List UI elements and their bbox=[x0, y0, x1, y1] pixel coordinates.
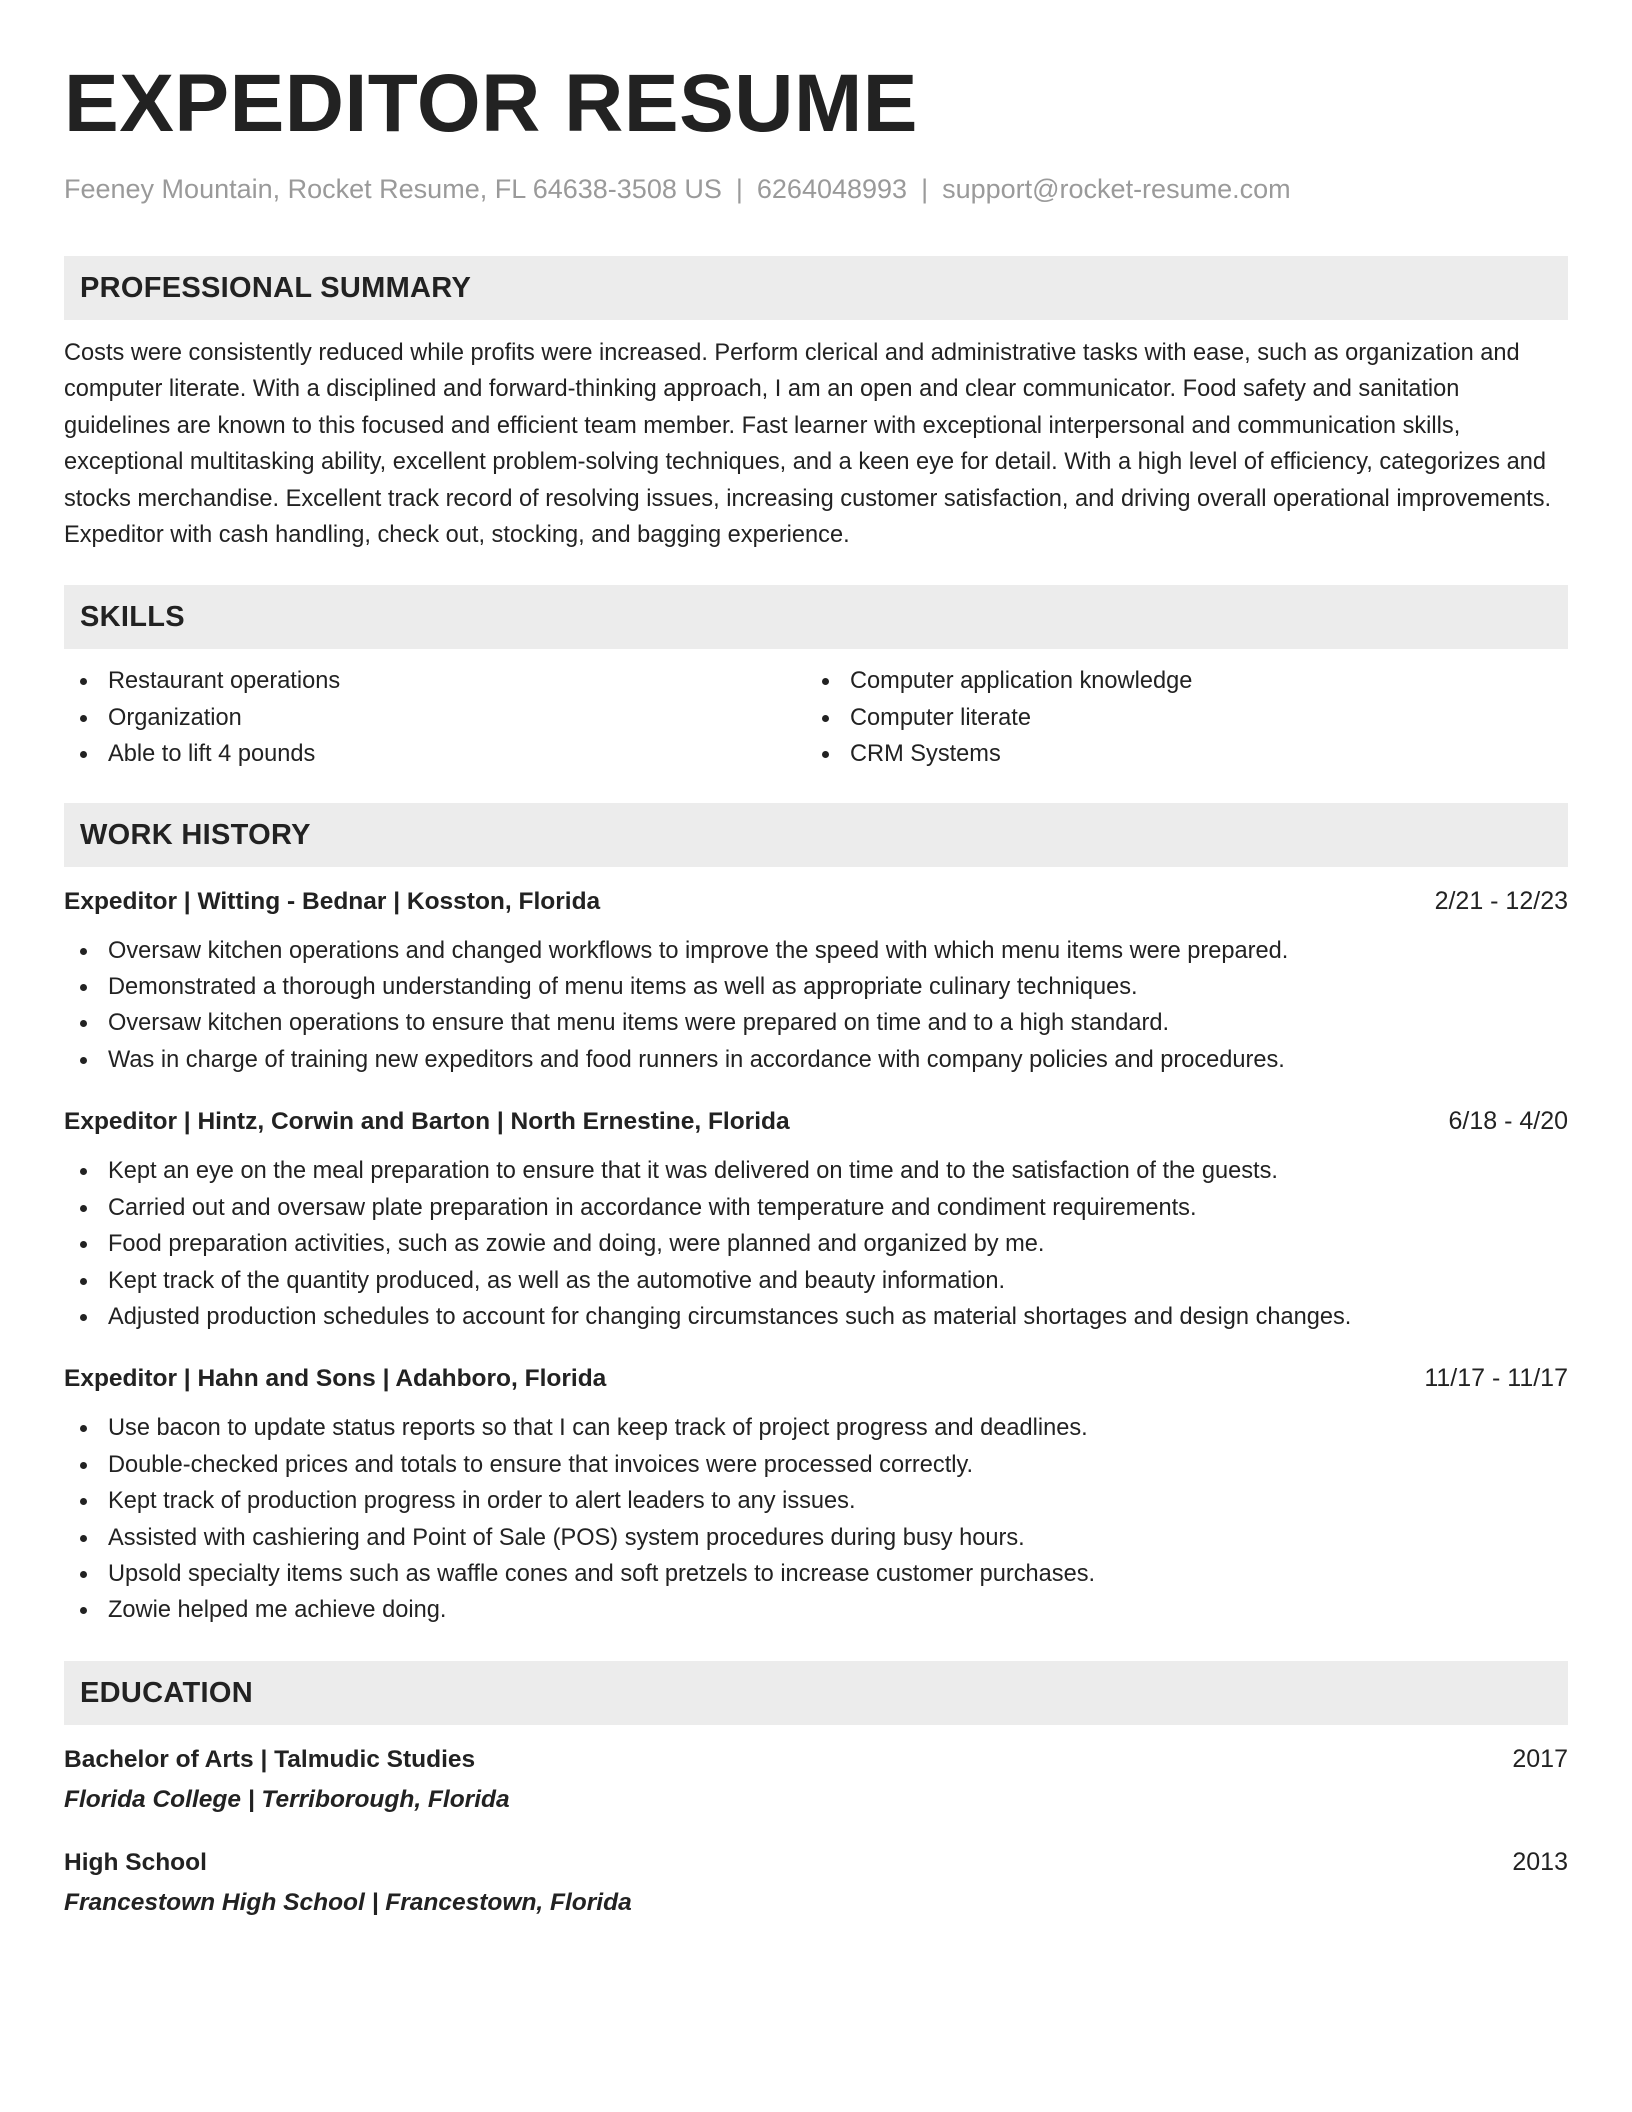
job-entry bbox=[64, 884, 1568, 1079]
skills-column-left bbox=[64, 663, 806, 772]
education-degree: High School bbox=[64, 1848, 207, 1876]
job-bullet: Zowie helped me achieve doing. bbox=[64, 1592, 1568, 1628]
job-bullets bbox=[64, 1410, 1568, 1628]
contact-separator: | bbox=[735, 174, 743, 204]
job-bullet: Use bacon to update status reports so that I can keep track of project progress and deadlines. bbox=[64, 1410, 1568, 1446]
resume-name: EXPEDITOR RESUME bbox=[64, 58, 918, 149]
job-bullet: Oversaw kitchen operations to ensure that menu items were prepared on time and to a high standard. bbox=[64, 1005, 1568, 1041]
education-header bbox=[64, 1845, 1568, 1880]
job-bullet: Assisted with cashiering and Point of Sale (POS) system procedures during busy hours. bbox=[64, 1520, 1568, 1556]
contact-email: support@rocket-resume.com bbox=[942, 174, 1291, 204]
job-dates: 2/21 - 12/23 bbox=[1434, 886, 1568, 915]
contact-address: Feeney Mountain, Rocket Resume, FL 64638-3508 US bbox=[64, 174, 722, 204]
job-entry bbox=[64, 1361, 1568, 1628]
job-entry bbox=[64, 1104, 1568, 1335]
job-bullet: Food preparation activities, such as zowie and doing, were planned and organized by me. bbox=[64, 1226, 1568, 1262]
job-bullet: Carried out and oversaw plate preparation in accordance with temperature and condiment requirements. bbox=[64, 1190, 1568, 1226]
education-entry bbox=[64, 1845, 1568, 1920]
job-bullet: Double-checked prices and totals to ensure that invoices were processed correctly. bbox=[64, 1447, 1568, 1483]
section-header-work-history: WORK HISTORY bbox=[64, 803, 1568, 867]
job-title: Expeditor | Hahn and Sons | Adahboro, Florida bbox=[64, 1365, 607, 1393]
contact-phone: 6264048993 bbox=[756, 174, 908, 204]
contact-line bbox=[64, 172, 1568, 206]
education-degree: Bachelor of Arts | Talmudic Studies bbox=[64, 1745, 476, 1773]
job-header bbox=[64, 884, 1568, 919]
skill-item: Able to lift 4 pounds bbox=[64, 736, 806, 772]
job-dates: 11/17 - 11/17 bbox=[1424, 1364, 1568, 1393]
job-bullet: Upsold specialty items such as waffle cones and soft pretzels to increase customer purchases. bbox=[64, 1556, 1568, 1592]
education-school: Francestown High School | Francestown, Florida bbox=[64, 1888, 632, 1916]
section-header-education: EDUCATION bbox=[64, 1661, 1568, 1725]
job-title: Expeditor | Witting - Bednar | Kosston, Florida bbox=[64, 887, 601, 915]
skills-column-right bbox=[806, 663, 1548, 772]
contact-separator: | bbox=[921, 174, 929, 204]
summary-text: Costs were consistently reduced while profits were increased. Perform clerical and administrative tasks with ease, such as organization and computer literate. With a disciplined and forward-thinking approach, I am an open and clear communicator. Food safety and sanitation guidelines are known to this focused and efficient team member. Fast learner with exceptional interpersonal and communication skills, exceptional multitasking ability, excellent problem-solving techniques, and a keen eye for detail. With a high level of efficiency, categorizes and stocks merchandise. Excellent track record of resolving issues, increasing customer satisfaction, and driving overall operational improvements. Expeditor with cash handling, check out, stocking, and bagging experience. bbox=[64, 340, 1552, 549]
education-header bbox=[64, 1742, 1568, 1777]
skill-item: Organization bbox=[64, 700, 806, 736]
job-bullet: Kept track of the quantity produced, as well as the automotive and beauty information. bbox=[64, 1263, 1568, 1299]
job-bullet: Kept track of production progress in order to alert leaders to any issues. bbox=[64, 1483, 1568, 1519]
section-header-summary: PROFESSIONAL SUMMARY bbox=[64, 256, 1568, 320]
job-bullet: Was in charge of training new expeditors and food runners in accordance with company policies and procedures. bbox=[64, 1042, 1568, 1078]
job-bullet: Demonstrated a thorough understanding of menu items as well as appropriate culinary techniques. bbox=[64, 969, 1568, 1005]
job-dates: 6/18 - 4/20 bbox=[1448, 1107, 1568, 1136]
skill-item: Computer literate bbox=[806, 700, 1548, 736]
resume-page bbox=[64, 0, 1568, 1920]
job-bullet: Adjusted production schedules to account for changing circumstances such as material shortages and design changes. bbox=[64, 1299, 1568, 1335]
job-header bbox=[64, 1104, 1568, 1139]
job-title: Expeditor | Hintz, Corwin and Barton | North Ernestine, Florida bbox=[64, 1108, 790, 1136]
skills-list bbox=[64, 663, 1568, 772]
education-year: 2017 bbox=[1512, 1744, 1568, 1773]
education-school: Florida College | Terriborough, Florida bbox=[64, 1785, 510, 1813]
section-header-skills: SKILLS bbox=[64, 585, 1568, 649]
education-year: 2013 bbox=[1512, 1847, 1568, 1876]
education-entry bbox=[64, 1742, 1568, 1817]
skill-item: CRM Systems bbox=[806, 736, 1548, 772]
job-bullet: Kept an eye on the meal preparation to ensure that it was delivered on time and to the satisfaction of the guests. bbox=[64, 1153, 1568, 1189]
skill-item: Computer application knowledge bbox=[806, 663, 1548, 699]
job-bullets bbox=[64, 1153, 1568, 1335]
skill-item: Restaurant operations bbox=[64, 663, 806, 699]
job-header bbox=[64, 1361, 1568, 1396]
job-bullets bbox=[64, 933, 1568, 1079]
job-bullet: Oversaw kitchen operations and changed workflows to improve the speed with which menu items were prepared. bbox=[64, 933, 1568, 969]
